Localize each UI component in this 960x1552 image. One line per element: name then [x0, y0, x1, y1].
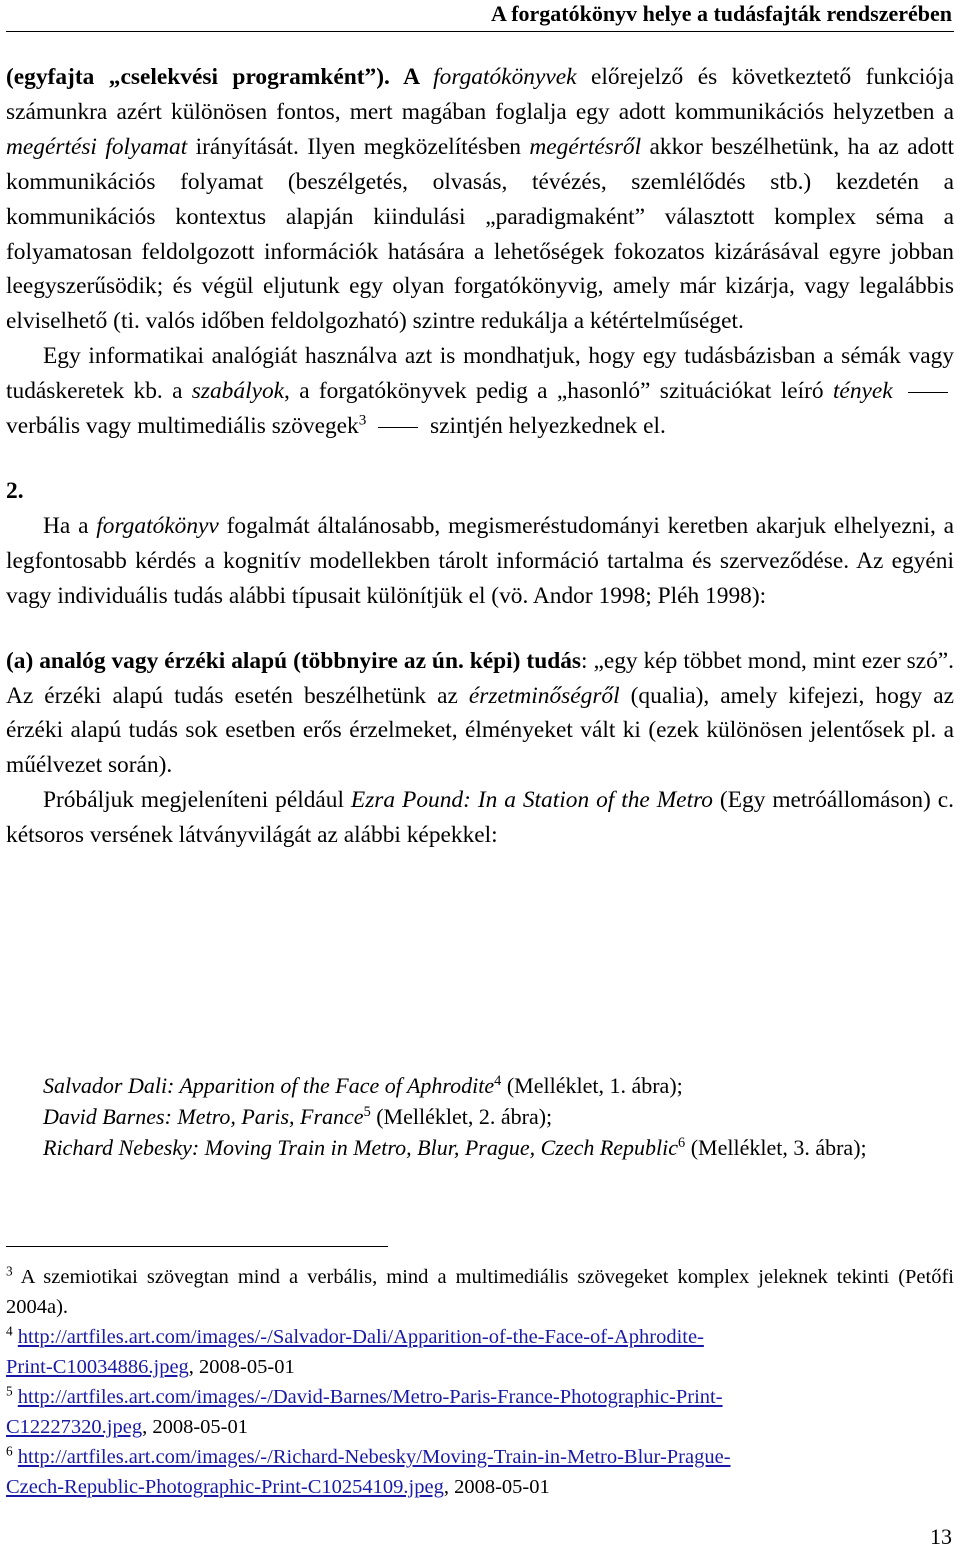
paragraph-5 [6, 783, 954, 853]
paragraph-1 [6, 60, 954, 339]
reference-item [6, 1132, 954, 1163]
p1-text-2: irányítását. Ilyen megközelítésben [187, 133, 530, 160]
p5-text-1: Próbáljuk megjeleníteni például [43, 787, 351, 814]
reference-item [6, 1070, 954, 1101]
p1-text-3: akkor beszélhetünk, ha az adott kommunikációs folyamat (beszélgetés, olvasás, tévézés, szemlélődés stb.) kezdetén a kommunikációs kontextus alapján kiindulási „paradigmaként” választott komplex séma a folyamatosan feldolgozott információk hatására a lehetőségek fokozatos kizárásával egyre jobban leegyszerűsödik; és végül eljutunk egy olyan forgatókönyvig, amely már kizárja, vagy legalábbis elviselhető (ti. valós időben feldolgozható) szintre redukálja a kétértelműséget. [6, 133, 955, 335]
p4-text-2: (qualia), amely kifejezi, hogy az érzéki alapú tudás sok esetben erős érzelmeket, élményeket vált ki (ezek különösen jelentősek pl. a műélvezet során). [6, 682, 954, 779]
reference-note: (Melléklet, 1. ábra); [501, 1073, 683, 1098]
footnote-4 [6, 1322, 954, 1382]
p1-italic-2: megértési folyamat [6, 133, 188, 160]
paragraph-2 [6, 339, 954, 444]
p2-text-2: , a forgatókönyvek pedig a „hasonló” szituációkat leíró [284, 378, 833, 405]
footnote-ref-4[interactable]: 4 [494, 1073, 502, 1090]
running-header: A forgatókönyv helye a tudásfajták rendszerében [491, 1, 952, 26]
p2-text-1: Egy informatikai analógiát használva azt is mondhatjuk, hogy egy tudásbázisban a sémák vagy tudáskeretek kb. a [6, 343, 954, 405]
link-line-2: Czech-Republic-Photographic-Print-C10254109.jpeg [6, 1476, 444, 1498]
access-date: , 2008-05-01 [443, 1476, 550, 1498]
paragraph-4 [6, 644, 954, 784]
footnote-ref-5[interactable]: 5 [363, 1104, 371, 1121]
reference-title: David Barnes: Metro, Paris, France [43, 1104, 364, 1129]
p5-italic-1: Ezra Pound: In a Station of the Metro [350, 787, 713, 814]
p1-bold-start: (egyfajta „cselekvési programként”). A [6, 64, 434, 90]
p3-italic-1: forgatókönyv [96, 512, 219, 539]
section-number [6, 474, 954, 509]
section-heading: 2. [6, 477, 24, 504]
footnote-3 [6, 1262, 954, 1322]
footnote-number: 3 [6, 1263, 13, 1279]
footnote-link[interactable] [6, 1383, 723, 1438]
p5-text-2: (Egy metróállomáson) c. kétsoros versének látványvilágát az alábbi képekkel: [6, 787, 954, 849]
p2-text-4: szintjén helyezkednek el. [424, 413, 666, 440]
footnote-5 [6, 1382, 954, 1442]
reference-item [6, 1101, 954, 1132]
footnote-ref-3[interactable]: 3 [358, 411, 367, 429]
p4-italic-1: érzetminőségről [468, 682, 620, 709]
page-number: 13 [930, 1524, 952, 1549]
footnote-number: 5 [6, 1383, 13, 1399]
reference-note: (Melléklet, 2. ábra); [370, 1104, 553, 1129]
footnote-separator [6, 1246, 388, 1247]
footnote-ref-6[interactable]: 6 [678, 1135, 686, 1152]
header-rule [6, 31, 954, 32]
footnotes [6, 1262, 954, 1502]
p1-text-1: előrejelző és következtető funkciója számunkra azért különösen fontos, mert magában foglalja egy adott kommunikációs helyzetben a [6, 64, 954, 125]
link-line-1: http://artfiles.art.com/images/-/Salvador-Dali/Apparition-of-the-Face-of-Aphrodite- [17, 1326, 704, 1348]
paragraph-3 [6, 509, 954, 614]
reference-title: Salvador Dali: Apparition of the Face of Aphrodite [43, 1073, 495, 1098]
footnote-link[interactable] [6, 1443, 731, 1498]
reference-note: (Melléklet, 3. ábra); [685, 1135, 867, 1160]
p3-text-2: fogalmát általánosabb, megismeréstudományi keretben akarjuk elhelyezni, a legfontosabb kérdés a kognitív modellekben tárolt információ tartalma és szerveződése. Az egyéni vagy individuális tudás alábbi típusait különítjük el (vö. Andor 1998; Pléh 1998): [6, 512, 955, 609]
p2-italic-1: szabályok [191, 378, 285, 405]
footnote-link[interactable] [6, 1323, 704, 1378]
p4-text-1: : „egy kép többet mond, mint ezer szó”. Az érzéki alapú tudás esetén beszélhetünk az [6, 647, 954, 709]
footnote-number: 6 [6, 1443, 13, 1459]
footnote-6 [6, 1442, 954, 1502]
link-line-1: http://artfiles.art.com/images/-/David-Barnes/Metro-Paris-France-Photographic-Print- [17, 1386, 723, 1408]
image-reference-list [6, 1070, 954, 1163]
p2-italic-2: tények [832, 378, 893, 405]
p4-bold-term: (a) analóg vagy érzéki alapú (többnyire az ún. képi) tudás [6, 647, 582, 674]
em-dash [908, 392, 948, 393]
p3-text-1: Ha a [43, 512, 97, 539]
link-line-2: C12227320.jpeg [6, 1416, 143, 1438]
p2-text-3: verbális vagy multimediális szövegek [6, 413, 359, 440]
link-line-1: http://artfiles.art.com/images/-/Richard-Nebesky/Moving-Train-in-Metro-Blur-Prague- [17, 1446, 731, 1468]
body-text [6, 60, 954, 853]
p1-italic-1: forgatókönyvek [433, 64, 577, 90]
reference-title: Richard Nebesky: Moving Train in Metro, Blur, Prague, Czech Republic [43, 1135, 679, 1160]
access-date: , 2008-05-01 [142, 1416, 248, 1438]
footnote-number: 4 [6, 1323, 13, 1339]
access-date: , 2008-05-01 [188, 1356, 295, 1378]
em-dash [378, 427, 418, 428]
link-line-2: Print-C10034886.jpeg [6, 1356, 189, 1378]
p1-italic-3: megértésről [529, 133, 642, 160]
footnote-text: A szemiotikai szövegtan mind a verbális, mind a multimediális szövegeket komplex jeleknek tekinti (Petőfi 2004a). [6, 1266, 954, 1318]
